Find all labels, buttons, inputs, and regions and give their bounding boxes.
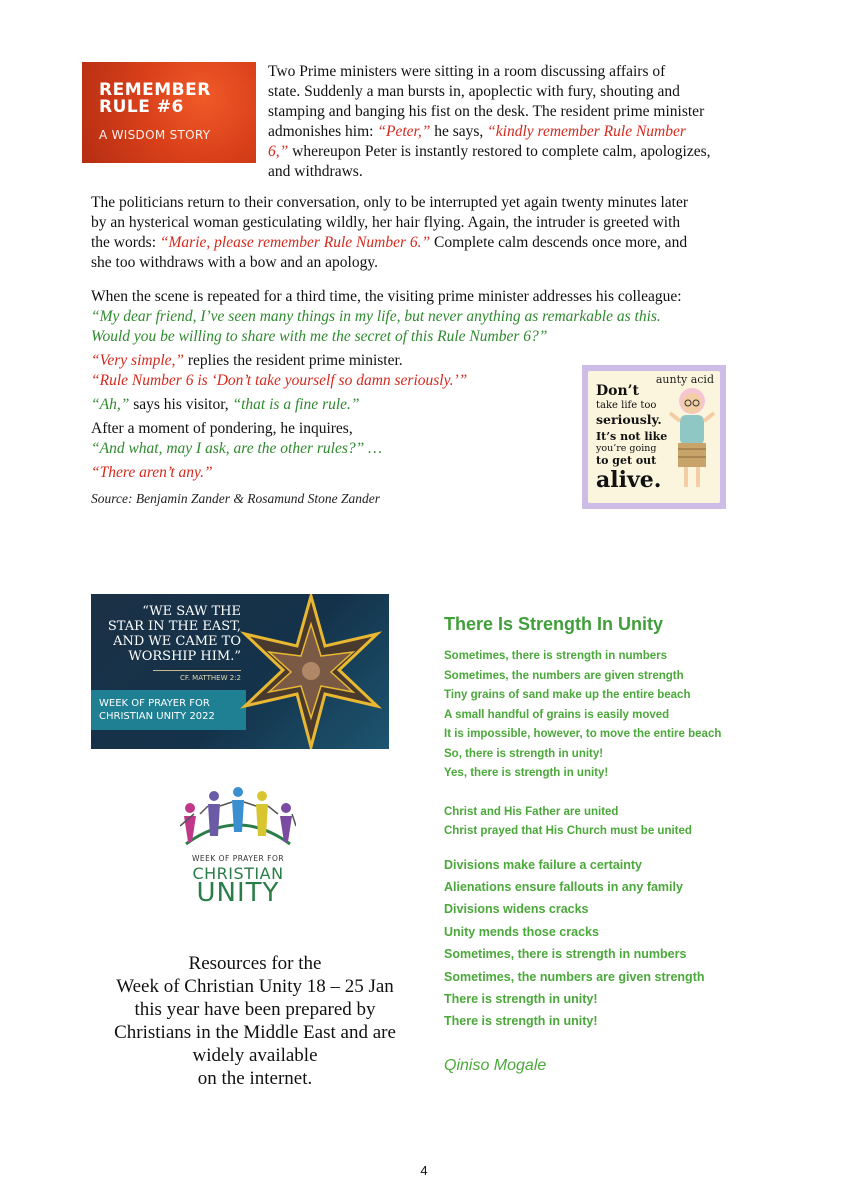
poem-line: There is strength in unity! <box>444 1014 598 1029</box>
poem-line: Yes, there is strength in unity! <box>444 767 609 779</box>
cartoon-text: seriously. <box>596 412 662 427</box>
story-text: he says, <box>430 123 488 140</box>
quote-rule: “kindly remember Rule Number <box>487 123 686 140</box>
resources-line: widely available <box>192 1045 318 1066</box>
poem-stanza-3 <box>444 854 764 1033</box>
resources-line: Week of Christian Unity 18 – 25 Jan <box>116 976 394 997</box>
quote-marie: “Marie, please remember Rule Number 6.” <box>159 234 431 251</box>
story-paragraph-1 <box>268 62 768 182</box>
poem-line: A small handful of grains is easily moved <box>444 708 670 721</box>
poem-line: Tiny grains of sand make up the entire beach <box>444 689 691 701</box>
poem-line: Divisions make failure a certainty <box>444 857 643 872</box>
cartoon-brand: aunty acid <box>655 373 714 386</box>
star-icon <box>231 594 389 749</box>
resources-text <box>96 952 414 1090</box>
story-line: she too withdraws with a bow and an apology. <box>91 254 378 271</box>
poem-line: Divisions widens cracks <box>444 902 589 917</box>
logo-small-text: WEEK OF PRAYER FOR <box>191 854 285 863</box>
poem-line: Christ and His Father are united <box>444 805 619 818</box>
cartoon-text: you’re going <box>596 443 657 454</box>
quote-ah: “Ah,” <box>91 396 130 413</box>
story-line <box>268 122 768 142</box>
poem-line: Unity mends those cracks <box>444 924 599 939</box>
logo-mid-text: CHRISTIAN <box>192 864 284 883</box>
story-line: by an hysterical woman gesticulating wildly, her hair flying. Again, the intruder is greeted with <box>91 214 681 231</box>
cartoon-text: It’s not like <box>596 430 668 443</box>
story-line: stamping and banging his fist on the desk. The resident prime minister <box>268 103 705 120</box>
story-text: replies the resident prime minister. <box>184 352 403 369</box>
quote-visitor: Would you be willing to share with me the secret of this Rule Number 6?” <box>91 328 548 345</box>
poem-author: Qiniso Mogale <box>444 1056 547 1074</box>
quote-simple: “Very simple,” <box>91 352 184 369</box>
resources-line: Christians in the Middle East and are <box>114 1022 396 1043</box>
poem-line: Sometimes, the numbers are given strength <box>444 969 705 984</box>
cartoon-panel <box>588 371 720 503</box>
banner-quote <box>91 604 241 664</box>
story-line <box>91 233 771 253</box>
story-dialogue <box>91 351 571 509</box>
quote-line: AND WE CAME TO <box>113 634 241 649</box>
story-line <box>91 395 571 415</box>
resources-line: on the internet. <box>197 1068 313 1089</box>
poem-line: Sometimes, there is strength in numbers <box>444 947 687 962</box>
story-line <box>268 142 768 162</box>
cartoon-text: take life too <box>596 400 657 411</box>
banner-line-1: REMEMBER <box>99 80 211 100</box>
poem-line: Christ prayed that His Church must be united <box>444 825 692 837</box>
page-number: 4 <box>420 1163 428 1178</box>
story-line: state. Suddenly a man bursts in, apoplectic with fury, shouting and <box>268 83 680 100</box>
story-line: The politicians return to their conversation, only to be interrupted yet again twenty minutes later <box>91 194 689 211</box>
story-text: Complete calm descends once more, and <box>430 234 688 251</box>
poem-line: There is strength in unity! <box>444 991 598 1006</box>
story-line: After a moment of pondering, he inquires, <box>91 420 353 437</box>
quote-fine-rule: “that is a fine rule.” <box>232 396 360 413</box>
quote-line: “WE SAW THE <box>142 604 241 619</box>
banner-subtitle: A WISDOM STORY <box>99 128 211 142</box>
story-line: When the scene is repeated for a third time, the visiting prime minister addresses his colleague: <box>91 288 682 305</box>
story-paragraph-2 <box>91 193 771 273</box>
story-text: the words: <box>91 234 160 251</box>
story-line <box>91 351 571 371</box>
quote-other-rules: “And what, may I ask, are the other rules?” … <box>91 440 382 457</box>
resources-line: Resources for the <box>188 953 322 974</box>
quote-rule-6: “Rule Number 6 is ‘Don’t take yourself so damn seriously.’” <box>91 372 468 389</box>
quote-visitor: “My dear friend, I’ve seen many things in my life, but never anything as remarkable as this. <box>91 308 661 325</box>
poem-strength-in-unity <box>444 614 764 1075</box>
cartoon-text: Don’t <box>596 383 639 399</box>
quote-line: WORSHIP HIM.” <box>128 649 241 664</box>
story-paragraph-3 <box>91 287 781 347</box>
poem-line: So, there is strength in unity! <box>444 747 604 760</box>
story-line: and withdraws. <box>268 163 363 180</box>
quote-peter: “Peter,” <box>377 123 431 140</box>
cartoon-text: to get out <box>596 454 657 467</box>
poem-title: There Is Strength In Unity <box>444 614 664 634</box>
cartoon-text: alive. <box>596 467 662 493</box>
banner-band <box>91 690 246 730</box>
source-credit: Source: Benjamin Zander & Rosamund Stone Zander <box>91 491 380 506</box>
quote-there-arent-any: “There aren’t any.” <box>91 464 213 481</box>
resources-line: this year have been prepared by <box>134 999 376 1020</box>
banner-line-2: RULE #6 <box>99 97 184 117</box>
people-circle-icon <box>180 786 296 856</box>
poem-line: Sometimes, there is strength in numbers <box>444 650 668 662</box>
quote-line: STAR IN THE EAST, <box>107 619 241 634</box>
poem-stanza-1 <box>444 647 764 784</box>
poem-line: Alienations ensure fallouts in any family <box>444 879 683 894</box>
christian-unity-logo <box>180 786 296 910</box>
remember-rule-6-banner <box>82 62 256 163</box>
band-line: WEEK OF PRAYER FOR <box>99 698 210 709</box>
aunty-acid-cartoon <box>582 365 726 509</box>
poem-line: Sometimes, the numbers are given strength <box>444 669 684 682</box>
logo-big-text: UNITY <box>196 878 280 908</box>
scripture-reference: CF. MATTHEW 2:2 <box>153 670 241 682</box>
story-text: whereupon Peter is instantly restored to complete calm, apologizes, <box>288 143 711 160</box>
week-of-prayer-banner <box>91 594 389 749</box>
poem-stanza-2 <box>444 803 764 842</box>
story-line: Two Prime ministers were sitting in a room discussing affairs of <box>268 63 666 80</box>
story-text: says his visitor, <box>129 396 233 413</box>
poem-line: It is impossible, however, to move the entire beach <box>444 728 722 740</box>
quote-rule-end: 6,” <box>268 143 289 160</box>
story-text: admonishes him: <box>268 123 378 140</box>
band-line: CHRISTIAN UNITY 2022 <box>99 711 215 722</box>
aunty-figure-icon <box>666 383 718 503</box>
